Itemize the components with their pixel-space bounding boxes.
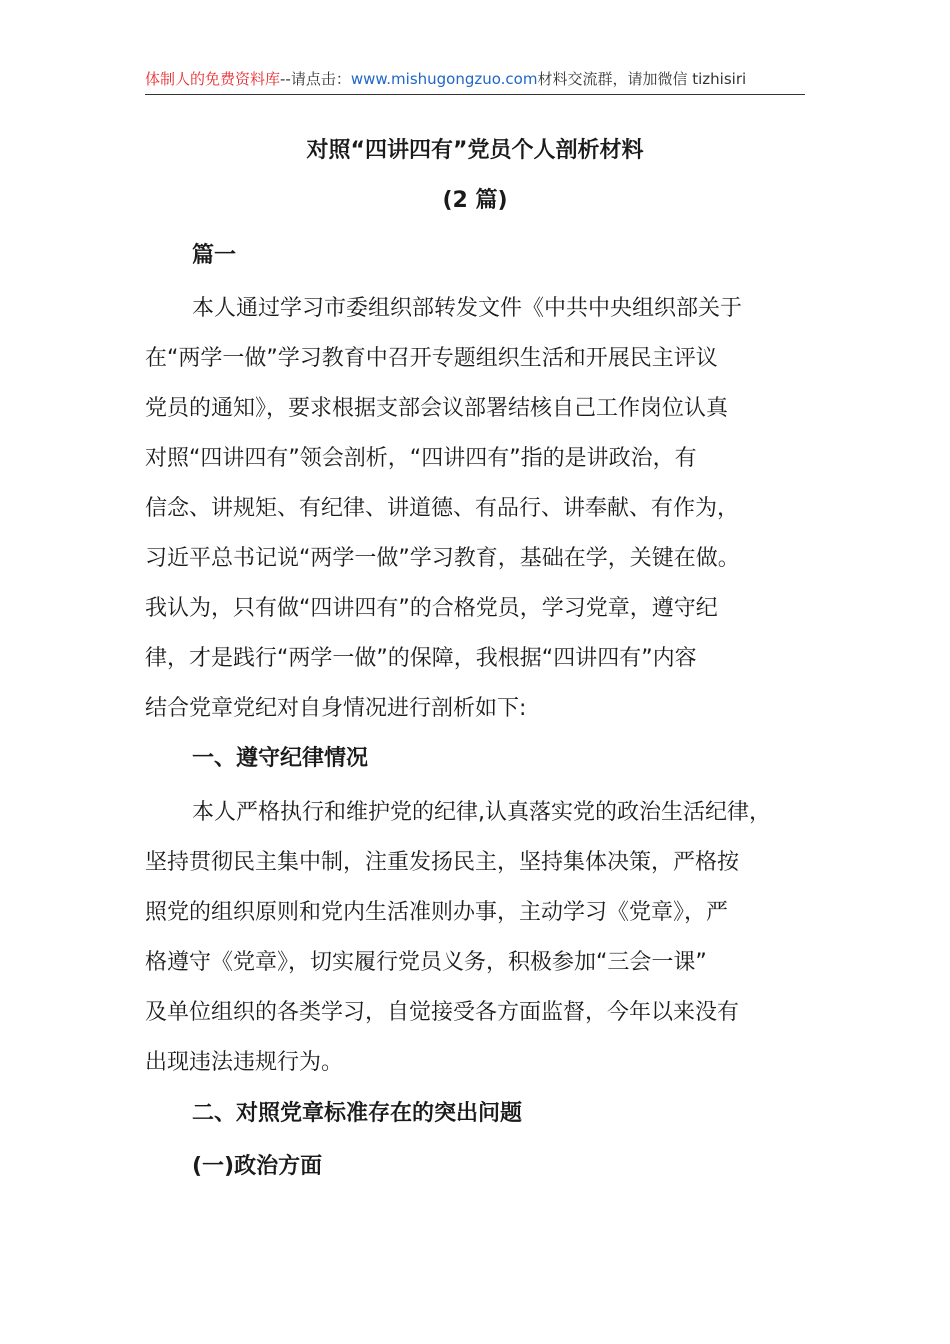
paragraph-line: 结合党章党纪对自身情况进行剖析如下: (145, 696, 527, 721)
document-subtitle: (2 篇) (442, 188, 508, 213)
paragraph-line: 在“两学一做”学习教育中召开专题组织生活和开展民主评议 (145, 346, 718, 371)
section-heading-part-one: 篇一 (192, 243, 237, 268)
header-contact: 材料交流群，请加微信 tizhisiri (537, 70, 747, 88)
paragraph-line: 党员的通知》，要求根据支部会议部署结核自己工作岗位认真 (145, 396, 729, 421)
paragraph-line: 出现违法违规行为。 (145, 1050, 344, 1075)
paragraph-intro (145, 284, 810, 734)
paragraph-line: 对照“四讲四有”领会剖析，“四讲四有”指的是讲政治，有 (145, 446, 697, 471)
paragraph-line: 本人严格执行和维护党的纪律,认真落实党的政治生活纪律， (192, 800, 771, 825)
header-prompt: --请点击： (280, 70, 351, 88)
document-title: 对照“四讲四有”党员个人剖析材料 (306, 138, 644, 163)
paragraph-line: 本人通过学习市委组织部转发文件《中共中央组织部关于 (192, 296, 743, 321)
heading-discipline: 一、遵守纪律情况 (192, 746, 369, 771)
header-link[interactable]: www.mishugongzuo.com (350, 70, 538, 88)
heading-problems: 二、对照党章标准存在的突出问题 (192, 1101, 523, 1126)
paragraph-line: 信念、讲规矩、有纪律、讲道德、有品行、讲奉献、有作为， (145, 496, 740, 521)
paragraph-line: 照党的组织原则和党内生活准则办事，主动学习《党章》，严 (145, 900, 729, 925)
header-brand: 体制人的免费资料库 (145, 70, 281, 88)
page-header (145, 68, 805, 95)
heading-political: (一)政治方面 (192, 1154, 323, 1179)
paragraph-discipline (145, 788, 810, 1088)
paragraph-line: 坚持贯彻民主集中制，注重发扬民主，坚持集体决策，严格按 (145, 850, 740, 875)
paragraph-line: 格遵守《党章》，切实履行党员义务，积极参加“三会一课” (145, 950, 707, 975)
paragraph-line: 律，才是践行“两学一做”的保障，我根据“四讲四有”内容 (145, 646, 697, 671)
paragraph-line: 及单位组织的各类学习，自觉接受各方面监督，今年以来没有 (145, 1000, 740, 1025)
paragraph-line: 我认为，只有做“四讲四有”的合格党员，学习党章，遵守纪 (145, 596, 718, 621)
paragraph-line: 习近平总书记说“两学一做”学习教育，基础在学，关键在做。 (145, 546, 740, 571)
